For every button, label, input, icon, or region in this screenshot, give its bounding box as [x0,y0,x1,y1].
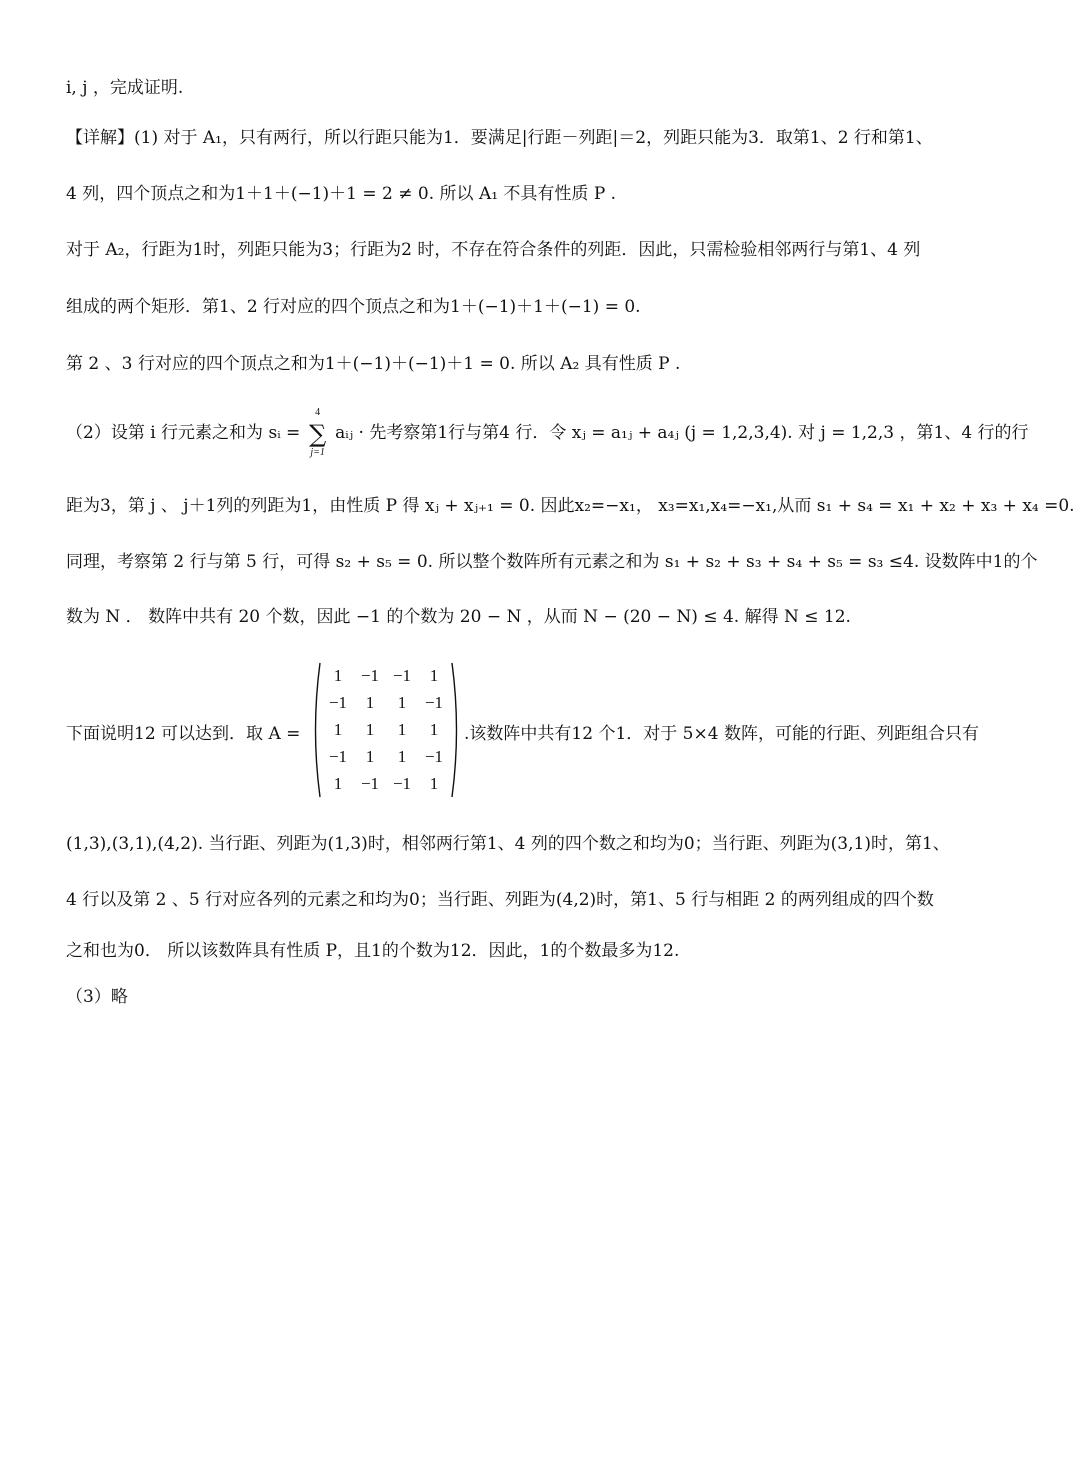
text-line-12: (1,3),(3,1),(4,2). 当行距、列距为(1,3)时，相邻两行第1、4 列的四个数之和均为0；当行距、列距为(3,1)时，第1、 [66,834,950,854]
text-line-13: 4 行以及第 2 、5 行对应各列的元素之和均为0；当行距、列距为(4,2)时，第1、5 行与相距 2 的两列组成的四个数 [66,890,934,910]
text-line-7-rest: aᵢⱼ · 先考察第1行与第4 行．令 xⱼ = a₁ⱼ + a₄ⱼ (j = 1,2,3,4). 对 j = 1,2,3 ，第1、4 行的行 [335,423,1029,443]
text-line-8: 距为3，第 j 、 j＋1列的列距为1，由性质 P 得 xⱼ + xⱼ₊₁ = 0. 因此x₂=−x₁， x₃=x₁,x₄=−x₁,从而 s₁ + s₄ = x₁ + x₂ + x₃ + x₄ =0. [66,496,1075,516]
matrix-cell: −1 [392,774,412,793]
matrix-cell: 1 [429,774,439,793]
text-line-3: 4 列，四个顶点之和为1＋1＋(−1)＋1 = 2 ≠ 0. 所以 A₁ 不具有性质 P . [66,184,617,204]
summation-symbol: ∑ 4 j=1 [306,422,330,446]
matrix-cell: 1 [429,666,439,685]
matrix-cell: −1 [424,747,444,766]
matrix-lead-text: 下面说明12 可以达到．取 A = [66,724,301,744]
text-line-14: 之和也为0． 所以该数阵具有性质 P，且1的个数为12．因此，1的个数最多为12. [66,941,680,961]
matrix-cell: 1 [397,720,407,739]
matrix-cell: 1 [397,693,407,712]
matrix-cell: 1 [333,774,343,793]
matrix-sentence [66,660,1018,802]
text-line-7 [66,406,1029,458]
text-line-5: 组成的两个矩形．第1、2 行对应的四个顶点之和为1＋(−1)＋1＋(−1) = 0. [66,297,641,317]
summation-upper-limit: 4 [315,406,321,418]
matrix-grid [322,662,450,797]
text-line-2: 【详解】(1) 对于 A₁，只有两行，所以行距只能为1．要满足|行距－列距|＝2，列距只能为3．取第1、2 行和第1、 [66,128,933,148]
matrix-cell: −1 [360,774,380,793]
matrix-cell: 1 [365,693,375,712]
matrix-cell: −1 [328,747,348,766]
text-line-6: 第 2 、3 行对应的四个顶点之和为1＋(−1)＋(−1)＋1 = 0. 所以 A₂ 具有性质 P . [66,354,681,374]
matrix-cell: −1 [328,693,348,712]
text-line-10: 数为 N ． 数阵中共有 20 个数，因此 −1 的个数为 20 − N ，从而 N − (20 − N) ≤ 4. 解得 N ≤ 12. [66,607,851,627]
matrix-cell: 1 [365,747,375,766]
text-line-4: 对于 A₂，行距为1时，列距只能为3；行距为2 时，不存在符合条件的列距．因此，只需检验相邻两行与第1、4 列 [66,240,921,260]
summation-lower-limit: j=1 [310,446,325,458]
text-line-7-lead: （2）设第 i 行元素之和为 sᵢ = [66,423,301,443]
matrix-tail-text: .该数阵中共有12 个1．对于 5×4 数阵，可能的行距、列距组合只有 [464,724,979,744]
text-line-15: （3）略 [66,987,128,1007]
matrix-cell: −1 [392,666,412,685]
matrix-cell: −1 [360,666,380,685]
matrix-a [310,660,462,800]
matrix-cell: 1 [333,720,343,739]
text-line-1: i, j ，完成证明. [66,78,184,98]
matrix-cell: 1 [365,720,375,739]
text-line-9: 同理，考察第 2 行与第 5 行，可得 s₂ + s₅ = 0. 所以整个数阵所有元素之和为 s₁ + s₂ + s₃ + s₄ + s₅ = s₃ ≤4. 设数阵中1的个 [66,552,1038,572]
matrix-cell: 1 [429,720,439,739]
matrix-cell: 1 [397,747,407,766]
matrix-cell: 1 [333,666,343,685]
matrix-cell: −1 [424,693,444,712]
